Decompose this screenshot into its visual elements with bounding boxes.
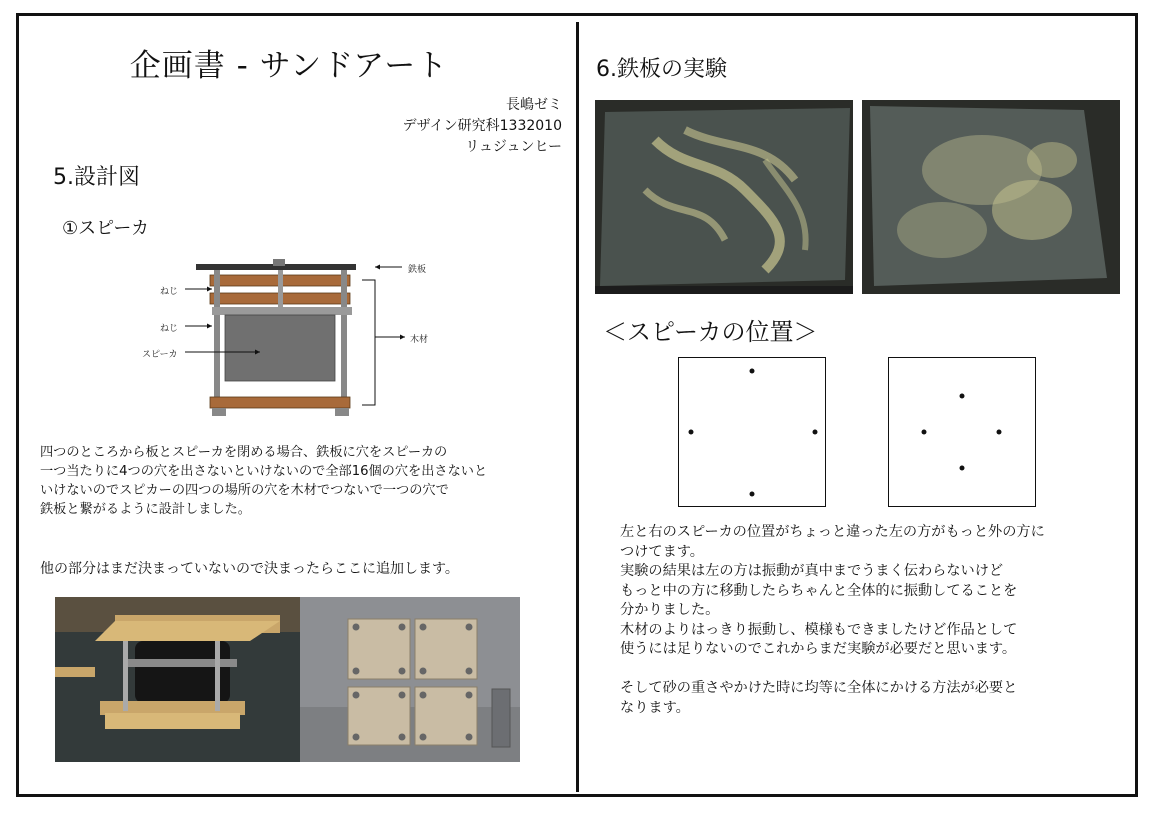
column-divider xyxy=(576,22,579,792)
speaker-rig-photo xyxy=(55,597,300,762)
iron-plate-photo-right xyxy=(862,100,1120,294)
author-name: リュジュンヒー xyxy=(465,139,562,155)
top-bolt-shape xyxy=(273,259,285,266)
wood-boards-photo xyxy=(300,597,520,762)
department: デザイン研究科1332010 xyxy=(402,118,562,134)
design-description: 四つのところから板とスピーカを閉める場合、鉄板に穴をスピーカの 一つ当たりに4つの穴を出さないといけないので全部16個の穴を出さないと いけないのでスピカーの四つの場所の穴を木材でつないで一つの穴で 鉄板と繋がるように設計しました。 xyxy=(40,445,488,517)
speaker-dot xyxy=(750,492,755,497)
center-screw xyxy=(278,270,283,310)
section6-heading: 6.鉄板の実験 xyxy=(596,57,727,82)
iron-plate-photo-left xyxy=(595,100,853,294)
speaker-rim xyxy=(212,307,352,315)
speaker-dot xyxy=(960,394,965,399)
speaker-layout-left xyxy=(678,357,826,507)
speaker-design-diagram xyxy=(130,255,460,425)
additional-note: 他の部分はまだ決まっていないので決まったらここに追加します。 xyxy=(40,561,459,577)
label-wood: 木材 xyxy=(410,335,429,345)
speaker-dot xyxy=(922,430,927,435)
speaker-dot xyxy=(960,465,965,470)
author-block xyxy=(403,95,562,158)
speaker-subheading: ①スピーカ xyxy=(62,218,150,239)
page-title: 企画書 - サンドアート xyxy=(129,48,449,84)
label-speaker: スピーカ xyxy=(142,350,178,360)
wood-bar-bottom xyxy=(210,397,350,408)
right-post xyxy=(341,270,347,415)
label-screw-mid: ねじ xyxy=(160,324,179,334)
speaker-body xyxy=(225,315,335,381)
wood-bracket xyxy=(362,280,375,405)
speaker-dot xyxy=(750,369,755,374)
section5-heading: 5.設計図 xyxy=(53,165,140,190)
speaker-dot xyxy=(812,430,817,435)
experiment-result-text: 左と右のスピーカの位置がちょっと違った左の方がもっと外の方に つけてます。 実験の結果は左の方は振動が真中までうまく伝わらないけど もっと中の方に移動したらちゃんと全体的に振動してることを 分かりました。 木材のよりはっきり振動し、模様もできましたけど作品として 使うには足りないのでこれからまだ実験が必要だと思います。 そして砂の重さやかけた時に均等に全体にかける方法が必要と なります。 xyxy=(620,524,1045,716)
speaker-dot xyxy=(996,430,1001,435)
left-foot xyxy=(212,408,226,416)
label-screw-top: ねじ xyxy=(160,287,179,297)
right-foot xyxy=(335,408,349,416)
speaker-layout-right xyxy=(888,357,1036,507)
speaker-position-heading: ＜スピーカの位置＞ xyxy=(603,318,818,346)
speaker-dot xyxy=(688,430,693,435)
label-plate: 鉄板 xyxy=(408,265,427,275)
seminar-name: 長嶋ゼミ xyxy=(506,97,562,113)
left-post xyxy=(214,270,220,415)
